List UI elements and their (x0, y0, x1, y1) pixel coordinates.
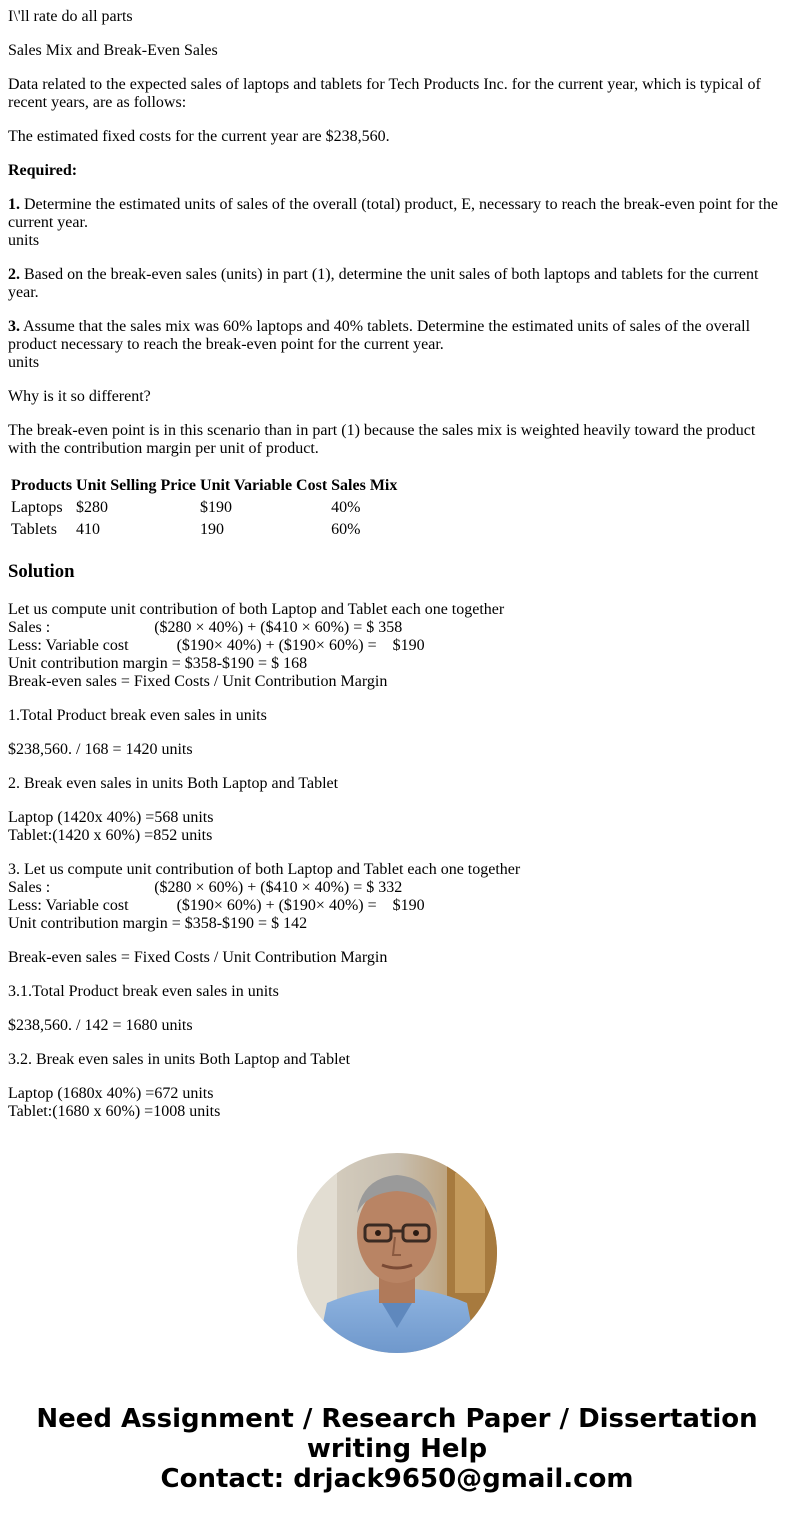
promo-banner (0, 1404, 794, 1494)
solution-line: 3. Let us compute unit contribution of both Laptop and Tablet each one together (8, 861, 521, 878)
solution-paragraph: 3.2. Break even sales in units Both Laptop and Tablet (8, 1051, 351, 1068)
promo-contact: Contact: drjack9650@gmail.com (160, 1464, 634, 1494)
solution-paragraph: Break-even sales = Fixed Costs / Unit Contribution Margin (8, 949, 388, 966)
table-header: Products (11, 477, 73, 494)
tutor-photo (297, 1153, 497, 1353)
solution-paragraph: $238,560. / 168 = 1420 units (8, 741, 193, 758)
solution-line: Unit contribution margin = $358-$190 = $ 168 (8, 655, 308, 672)
fixed-costs-text: The estimated fixed costs for the current year are $238,560. (8, 128, 390, 145)
question-2-text: Based on the break-even sales (units) in part (1), determine the unit sales of both laptops and tablets for the current year. (8, 266, 759, 301)
intro-text: I\'ll rate do all parts (8, 8, 133, 25)
solution-line: Laptop (1420x 40%) =568 units (8, 809, 214, 826)
solution-line: Sales : ($280 × 40%) + ($410 × 60%) = $ 358 (8, 619, 403, 636)
table-row (10, 520, 398, 540)
explanation-text: The break-even point is in this scenario than in part (1) because the sales mix is weighted heavily toward the product with the contribution margin per unit of product. (8, 422, 756, 457)
table-header: Sales Mix (331, 477, 398, 494)
table-cell: Laptops (11, 499, 63, 516)
solution-heading: Solution (8, 561, 75, 582)
table-cell: 40% (331, 499, 361, 516)
solution-line: Unit contribution margin = $358-$190 = $ 142 (8, 915, 308, 932)
solution-line: Laptop (1680x 40%) =672 units (8, 1085, 214, 1102)
solution-block-4 (8, 1085, 786, 1121)
solution-paragraph: 2. Break even sales in units Both Laptop and Tablet (8, 775, 339, 792)
question-3-number: 3. (8, 318, 20, 335)
solution-line: Sales : ($280 × 60%) + ($410 × 40%) = $ 332 (8, 879, 403, 896)
table-cell: $190 (200, 499, 233, 516)
problem-description: Data related to the expected sales of laptops and tablets for Tech Products Inc. for the current year, which is typical of recent years, are as follows: (8, 76, 761, 111)
solution-line: Less: Variable cost ($190× 60%) + ($190× 40%) = $190 (8, 897, 425, 914)
solution-paragraph: 3.1.Total Product break even sales in units (8, 983, 279, 1000)
table-header: Unit Variable Cost (200, 477, 328, 494)
table-cell: 410 (76, 521, 101, 538)
solution-paragraph: $238,560. / 142 = 1680 units (8, 1017, 193, 1034)
question-1 (8, 196, 786, 250)
problem-title: Sales Mix and Break-Even Sales (8, 42, 218, 59)
table-row (10, 498, 398, 518)
table-cell: 60% (331, 521, 361, 538)
solution-block-3 (8, 861, 786, 933)
why-question: Why is it so different? (8, 388, 151, 405)
question-2 (8, 266, 786, 302)
solution-block-2 (8, 809, 786, 845)
product-data-table (8, 474, 400, 542)
solution-line: Tablet:(1680 x 60%) =1008 units (8, 1103, 221, 1120)
table-cell: 190 (200, 521, 225, 538)
solution-block-1 (8, 601, 786, 691)
solution-paragraph: 1.Total Product break even sales in units (8, 707, 267, 724)
question-3-units: units (8, 354, 40, 371)
question-1-text: Determine the estimated units of sales of the overall (total) product, E, necessary to reach the break-even point for the current year. (8, 196, 778, 231)
question-3 (8, 318, 786, 372)
table-header: Unit Selling Price (76, 477, 197, 494)
promo-line: writing Help (306, 1434, 488, 1464)
question-2-number: 2. (8, 266, 20, 283)
promo-line: Need Assignment / Research Paper / Dissertation (36, 1404, 758, 1434)
question-3-text: Assume that the sales mix was 60% laptops and 40% tablets. Determine the estimated units of sales of the overall product necessary to reach the break-even point for the current year. (8, 318, 751, 353)
table-header-row (10, 476, 398, 496)
solution-line: Break-even sales = Fixed Costs / Unit Contribution Margin (8, 673, 388, 690)
table-cell: $280 (76, 499, 109, 516)
solution-line: Tablet:(1420 x 60%) =852 units (8, 827, 213, 844)
question-1-units: units (8, 232, 40, 249)
required-label: Required: (8, 162, 78, 179)
avatar (297, 1153, 497, 1353)
table-cell: Tablets (11, 521, 57, 538)
solution-line: Let us compute unit contribution of both Laptop and Tablet each one together (8, 601, 505, 618)
question-1-number: 1. (8, 196, 20, 213)
solution-line: Less: Variable cost ($190× 40%) + ($190× 60%) = $190 (8, 637, 425, 654)
